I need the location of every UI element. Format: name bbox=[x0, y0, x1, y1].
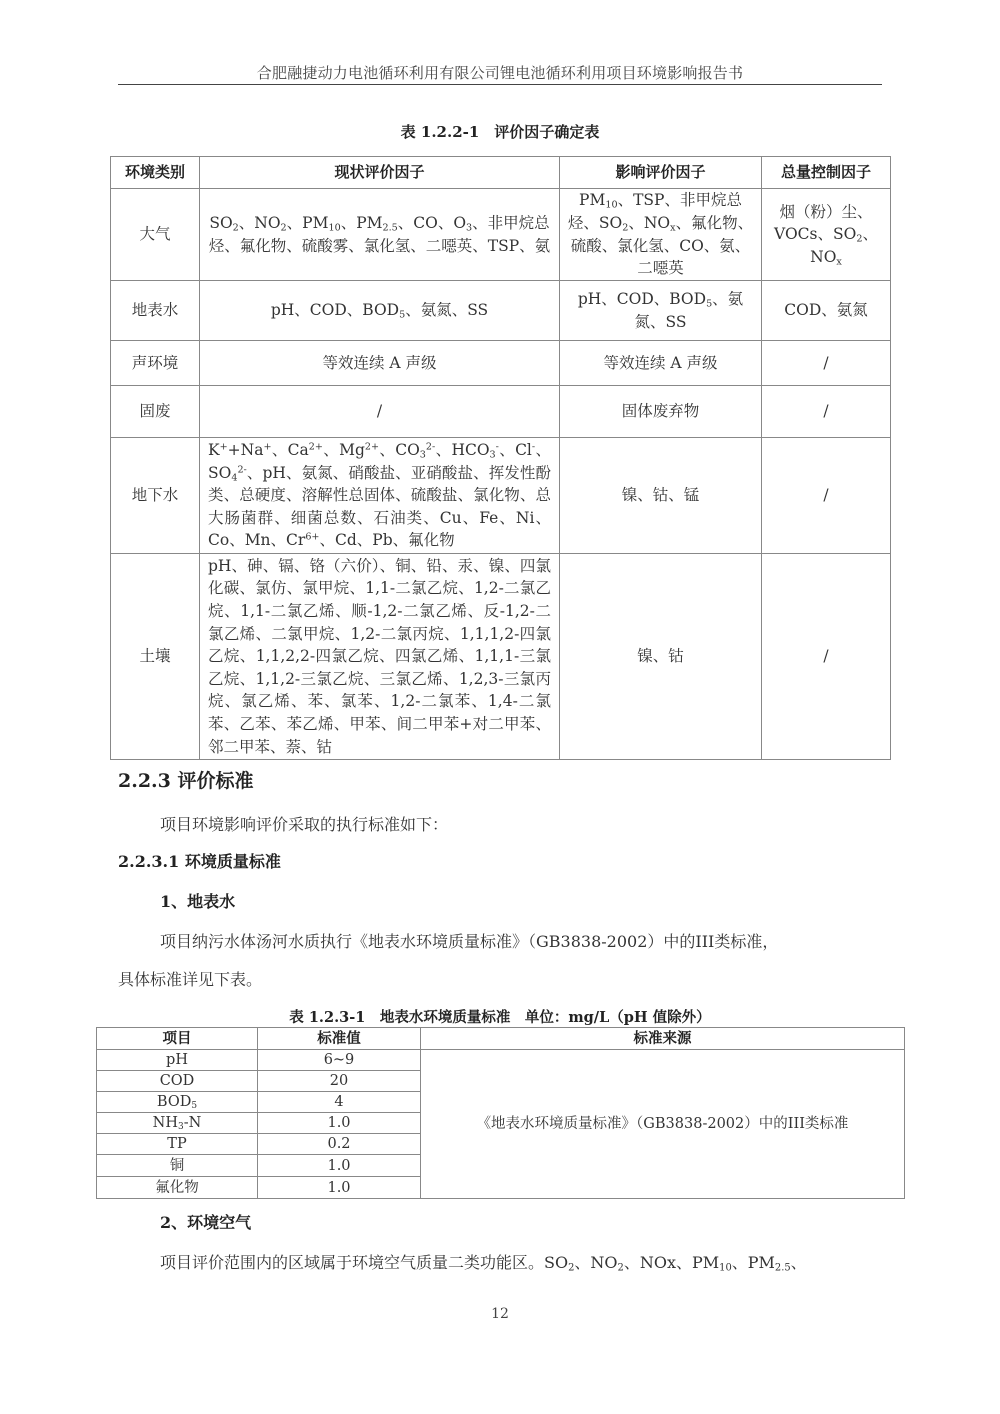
value-cell: 0.2 bbox=[258, 1134, 421, 1155]
item1-title: 1、地表水 bbox=[160, 892, 236, 911]
header-current-factors: 现状评价因子 bbox=[200, 157, 560, 189]
running-header: 合肥融捷动力电池循环利用有限公司锂电池循环利用项目环境影响报告书 bbox=[256, 64, 744, 82]
impact-factors-cell: 镍、钴 bbox=[560, 554, 762, 760]
category-cell: 声环境 bbox=[111, 341, 200, 386]
impact-factors-cell: 固体废弃物 bbox=[560, 386, 762, 438]
surface-water-standard-table bbox=[96, 1027, 905, 1199]
value-cell: 1.0 bbox=[258, 1177, 421, 1199]
current-factors-cell: $SO_2$、$NO_2$、$PM_{10}$、$PM_{2.5}$、CO、$O_3$、非甲烷总烃、氟化物、硫酸雾、氯化氢、二噁英、TSP、氨 bbox=[200, 189, 560, 281]
current-factors-cell: / bbox=[200, 386, 560, 438]
table1-header-row bbox=[111, 157, 891, 189]
current-factors-cell: 等效连续 A 声级 bbox=[200, 341, 560, 386]
table-row bbox=[111, 438, 891, 554]
impact-factors-cell: 镍、钴、锰 bbox=[560, 438, 762, 554]
header-impact-factors: 影响评价因子 bbox=[560, 157, 762, 189]
table-row bbox=[111, 281, 891, 341]
item2-paragraph: 项目评价范围内的区域属于环境空气质量二类功能区。$SO_2$、$NO_2$、NOx、$PM_{10}$、$PM_{2.5}$、 bbox=[160, 1253, 807, 1274]
value-cell: 1.0 bbox=[258, 1155, 421, 1177]
header-standard-source: 标准来源 bbox=[421, 1028, 905, 1050]
value-cell: 4 bbox=[258, 1092, 421, 1113]
table1-caption: 表 1.2.2-1 评价因子确定表 bbox=[400, 123, 600, 141]
table-row bbox=[111, 554, 891, 760]
item1-paragraph-line1: 项目纳污水体汤河水质执行《地表水环境质量标准》（GB3838-2002）中的III类标准， bbox=[160, 932, 779, 951]
evaluation-factor-table bbox=[110, 156, 891, 760]
section-heading: 2.2.3 评价标准 bbox=[118, 770, 254, 792]
total-control-cell: / bbox=[762, 341, 891, 386]
table-row bbox=[97, 1050, 905, 1071]
impact-factors-cell: 等效连续 A 声级 bbox=[560, 341, 762, 386]
value-cell: 6~9 bbox=[258, 1050, 421, 1071]
category-cell: 地表水 bbox=[111, 281, 200, 341]
section-intro: 项目环境影响评价采取的执行标准如下： bbox=[160, 815, 449, 834]
table2-header-row bbox=[97, 1028, 905, 1050]
table-row bbox=[111, 341, 891, 386]
item-cell: COD bbox=[97, 1071, 258, 1092]
header-category: 环境类别 bbox=[111, 157, 200, 189]
subsection-heading: 2.2.3.1 环境质量标准 bbox=[118, 852, 281, 871]
source-cell: 《地表水环境质量标准》（GB3838-2002）中的III类标准 bbox=[421, 1050, 905, 1199]
category-cell: 地下水 bbox=[111, 438, 200, 554]
table2-caption: 表 1.2.3-1 地表水环境质量标准 单位：mg/L（pH 值除外） bbox=[289, 1009, 711, 1026]
total-control-cell: / bbox=[762, 438, 891, 554]
category-cell: 固废 bbox=[111, 386, 200, 438]
item-cell: $NH_3-N$ bbox=[97, 1113, 258, 1134]
item-cell: 氟化物 bbox=[97, 1177, 258, 1199]
impact-factors-cell: pH、COD、$BOD_5$、氨氮、SS bbox=[560, 281, 762, 341]
table-row bbox=[111, 386, 891, 438]
item-cell: pH bbox=[97, 1050, 258, 1071]
total-control-cell: 烟（粉）尘、VOCs、$SO_2$、$NO_x$ bbox=[762, 189, 891, 281]
total-control-cell: / bbox=[762, 386, 891, 438]
impact-factors-cell: $PM_{10}$、TSP、非甲烷总烃、$SO_2$、$NO_x$、氟化物、硫酸、氯化氢、CO、氨、二噁英 bbox=[560, 189, 762, 281]
header-rule bbox=[118, 84, 882, 85]
total-control-cell: COD、氨氮 bbox=[762, 281, 891, 341]
header-total-control: 总量控制因子 bbox=[762, 157, 891, 189]
total-control-cell: / bbox=[762, 554, 891, 760]
value-cell: 20 bbox=[258, 1071, 421, 1092]
item2-title: 2、环境空气 bbox=[160, 1213, 252, 1232]
item1-paragraph-line2: 具体标准详见下表。 bbox=[118, 970, 263, 989]
current-factors-cell: pH、COD、$BOD_5$、氨氮、SS bbox=[200, 281, 560, 341]
value-cell: 1.0 bbox=[258, 1113, 421, 1134]
item-cell: TP bbox=[97, 1134, 258, 1155]
category-cell: 大气 bbox=[111, 189, 200, 281]
item-cell: 铜 bbox=[97, 1155, 258, 1177]
table-row bbox=[111, 189, 891, 281]
category-cell: 土壤 bbox=[111, 554, 200, 760]
current-factors-cell: pH、砷、镉、铬（六价）、铜、铅、汞、镍、四氯化碳、氯仿、氯甲烷、1,1-二氯乙烷、1,2-二氯乙烷、1,1-二氯乙烯、顺-1,2-二氯乙烯、反-1,2-二氯乙烯、二氯甲烷、1,2-二氯丙烷、1,1,1,2-四氯乙烷、1,1,2,2-四氯乙烷、四氯乙烯、1,1,1-三氯乙烷、1,1,2-三氯乙烷、三氯乙烯、1,2,3-三氯丙烷、氯乙烯、苯、氯苯、1,2-二氯苯、1,4-二氯苯、乙苯、苯乙烯、甲苯、间二甲苯+对二甲苯、邻二甲苯、萘、钴 bbox=[200, 554, 560, 760]
item-cell: $BOD_5$ bbox=[97, 1092, 258, 1113]
header-item: 项目 bbox=[97, 1028, 258, 1050]
page-number: 12 bbox=[491, 1306, 509, 1322]
current-factors-cell: K++Na+、$Ca^{2+}$、$Mg^{2+}$、$CO_3^{2-}$、$HCO_3^-$、Cl-、$SO_4^{2-}$、pH、氨氮、硝酸盐、亚硝酸盐、挥发性酚类、总硬度、溶解性总固体、硫酸盐、氯化物、总大肠菌群、细菌总数、石油类、Cu、Fe、Ni、Co、Mn、$Cr^{6+}$、Cd、Pb、氟化物 bbox=[200, 438, 560, 554]
header-standard-value: 标准值 bbox=[258, 1028, 421, 1050]
